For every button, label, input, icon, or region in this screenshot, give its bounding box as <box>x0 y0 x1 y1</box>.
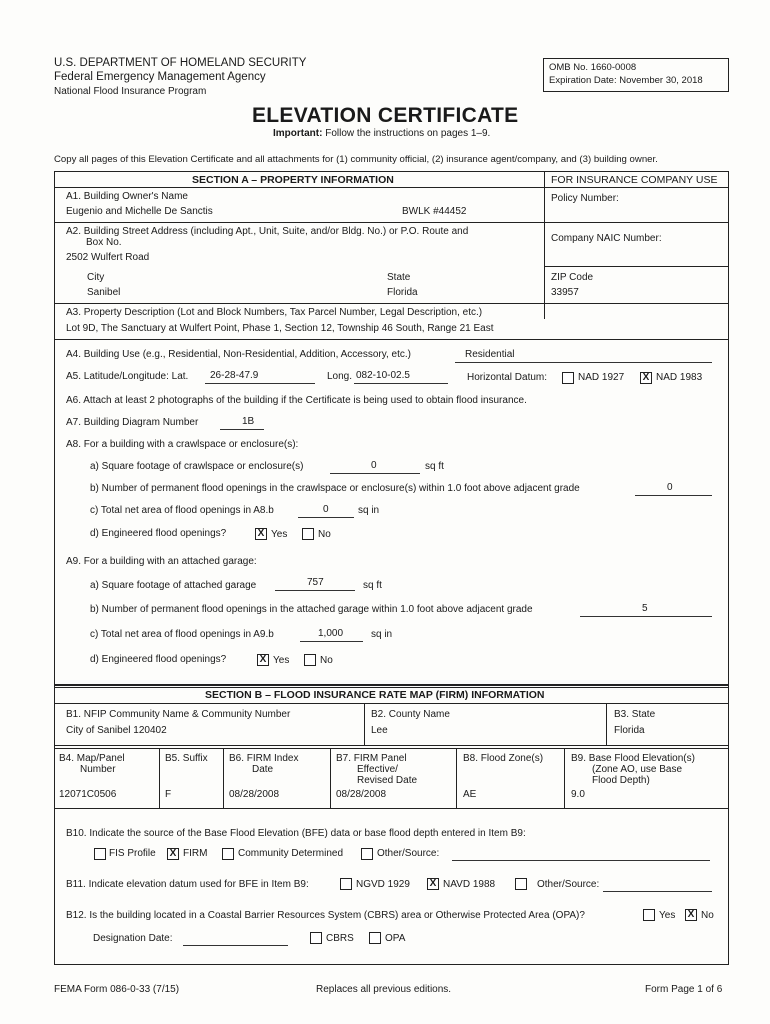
b9-label-3: Flood Depth) <box>592 775 650 786</box>
b4-label: B4. Map/Panel <box>59 753 125 764</box>
form-number: FEMA Form 086-0-33 (7/15) <box>54 984 180 995</box>
a9d-yes-label: Yes <box>273 655 290 666</box>
expiration-date: Expiration Date: November 30, 2018 <box>549 75 703 86</box>
b12-label: B12. Is the building located in a Coastal Barrier Resources System (CBRS) area or Otherwise Protected Area (OPA)? <box>66 910 585 921</box>
a9c-label: c) Total net area of flood openings in A9.b <box>90 629 274 640</box>
b3-value[interactable]: Florida <box>614 725 645 736</box>
dept-name: U.S. DEPARTMENT OF HOMELAND SECURITY <box>54 57 307 69</box>
b5-label: B5. Suffix <box>165 753 208 764</box>
a8c-value[interactable]: 0 <box>323 504 329 515</box>
nad1927-checkbox[interactable] <box>562 372 574 384</box>
b11-ngvd-label: NGVD 1929 <box>356 879 410 890</box>
a8d-label: d) Engineered flood openings? <box>90 528 227 539</box>
a2-label-2: Box No. <box>86 237 122 248</box>
b4-label-2: Number <box>80 764 116 775</box>
a1-label: A1. Building Owner's Name <box>66 191 188 202</box>
a9a-unit: sq ft <box>363 580 382 591</box>
nad1983-checkbox[interactable]: X <box>640 372 652 384</box>
a8a-unit: sq ft <box>425 461 444 472</box>
b11-navd-checkbox[interactable]: X <box>427 878 439 890</box>
b10-firm-label: FIRM <box>183 848 208 859</box>
b10-label: B10. Indicate the source of the Base Flood Elevation (BFE) data or base flood depth entered in Item B9: <box>66 828 526 839</box>
section-a-title: SECTION A – PROPERTY INFORMATION <box>192 174 394 186</box>
zip-label: ZIP Code <box>551 272 594 283</box>
a9d-yes-checkbox[interactable]: X <box>257 654 269 666</box>
form-title: ELEVATION CERTIFICATE <box>252 104 519 127</box>
a6-label: A6. Attach at least 2 photographs of the building if the Certificate is being used to obtain flood insurance. <box>66 395 527 406</box>
state-label: State <box>387 272 411 283</box>
nad1983-label: NAD 1983 <box>656 372 703 383</box>
b8-label: B8. Flood Zone(s) <box>463 753 544 764</box>
a5-long-label: Long. <box>327 371 353 382</box>
replaces-note: Replaces all previous editions. <box>316 984 452 995</box>
a8d-yes-label: Yes <box>271 529 288 540</box>
b11-other-checkbox[interactable] <box>515 878 527 890</box>
b11-other-label: Other/Source: <box>537 879 600 890</box>
a7-value[interactable]: 1B <box>242 416 255 427</box>
b2-label: B2. County Name <box>371 709 450 720</box>
b10-fis-checkbox[interactable] <box>94 848 106 860</box>
b11-ngvd-checkbox[interactable] <box>340 878 352 890</box>
b12-yes-checkbox[interactable] <box>643 909 655 921</box>
a3-value[interactable]: Lot 9D, The Sanctuary at Wulfert Point, Phase 1, Section 12, Township 46 South, Range 21 East <box>66 323 494 334</box>
a9a-value[interactable]: 757 <box>307 577 324 588</box>
b10-other-field[interactable] <box>452 860 710 861</box>
a8a-label: a) Square footage of crawlspace or enclosure(s) <box>90 461 304 472</box>
b10-fis-label: FIS Profile <box>109 848 156 859</box>
b12-no-checkbox[interactable]: X <box>685 909 697 921</box>
b7-label: B7. FIRM Panel <box>336 753 407 764</box>
page-number: Form Page 1 of 6 <box>645 984 723 995</box>
a2-label: A2. Building Street Address (including Apt., Unit, Suite, and/or Bldg. No.) or P.O. Route and <box>66 226 469 237</box>
a8b-label: b) Number of permanent flood openings in the crawlspace or enclosure(s) within 1.0 foot above adjacent grade <box>90 483 580 494</box>
b10-other-checkbox[interactable] <box>361 848 373 860</box>
a9c-unit: sq in <box>371 629 393 640</box>
a9a-label: a) Square footage of attached garage <box>90 580 257 591</box>
b10-community-checkbox[interactable] <box>222 848 234 860</box>
city-value[interactable]: Sanibel <box>87 287 121 298</box>
b6-value[interactable]: 08/28/2008 <box>229 789 280 800</box>
a8d-no-checkbox[interactable] <box>302 528 314 540</box>
opa-label: OPA <box>385 933 406 944</box>
b7-label-2: Effective/ <box>357 764 398 775</box>
a9b-label: b) Number of permanent flood openings in the attached garage within 1.0 foot above adjacent grade <box>90 604 533 615</box>
omb-number: OMB No. 1660-0008 <box>549 62 637 73</box>
important-text: Follow the instructions on pages 1–9. <box>325 128 491 139</box>
zip-value[interactable]: 33957 <box>551 287 579 298</box>
a9d-label: d) Engineered flood openings? <box>90 654 227 665</box>
a5-label: A5. Latitude/Longitude: Lat. <box>66 371 189 382</box>
b10-other-label: Other/Source: <box>377 848 440 859</box>
a8c-label: c) Total net area of flood openings in A8.b <box>90 505 274 516</box>
a9b-value[interactable]: 5 <box>642 603 648 614</box>
a9d-no-label: No <box>320 655 333 666</box>
a3-label: A3. Property Description (Lot and Block Numbers, Tax Parcel Number, Legal Description, etc.) <box>66 307 483 318</box>
a8b-value[interactable]: 0 <box>667 482 673 493</box>
b5-value[interactable]: F <box>165 789 172 800</box>
b11-navd-label: NAVD 1988 <box>443 879 496 890</box>
a7-label: A7. Building Diagram Number <box>66 417 199 428</box>
b12-yes-label: Yes <box>659 910 676 921</box>
b1-value[interactable]: City of Sanibel 120402 <box>66 725 167 736</box>
a8-label: A8. For a building with a crawlspace or enclosure(s): <box>66 439 299 450</box>
b10-community-label: Community Determined <box>238 848 344 859</box>
cbrs-checkbox[interactable] <box>310 932 322 944</box>
a8a-value[interactable]: 0 <box>371 460 377 471</box>
a9d-no-checkbox[interactable] <box>304 654 316 666</box>
insurance-use-title: FOR INSURANCE COMPANY USE <box>551 174 718 186</box>
opa-checkbox[interactable] <box>369 932 381 944</box>
a8c-unit: sq in <box>358 505 380 516</box>
datum-label: Horizontal Datum: <box>467 372 548 383</box>
important-label: Important: <box>273 128 323 139</box>
a1-extra[interactable]: BWLK #44452 <box>402 206 467 217</box>
city-label: City <box>87 272 105 283</box>
nad1927-label: NAD 1927 <box>578 372 625 383</box>
b12-no-label: No <box>701 910 714 921</box>
b9-label-2: (Zone AO, use Base <box>592 764 683 775</box>
naic-label: Company NAIC Number: <box>551 233 662 244</box>
b3-label: B3. State <box>614 709 656 720</box>
a1-value[interactable]: Eugenio and Michelle De Sanctis <box>66 206 213 217</box>
designation-date-label: Designation Date: <box>93 933 173 944</box>
a2-value[interactable]: 2502 Wulfert Road <box>66 252 150 263</box>
a5-lat[interactable]: 26-28-47.9 <box>210 370 259 381</box>
a9-label: A9. For a building with an attached garage: <box>66 556 257 567</box>
b9-label: B9. Base Flood Elevation(s) <box>571 753 695 764</box>
cbrs-label: CBRS <box>326 933 354 944</box>
b11-other-field[interactable] <box>603 891 712 892</box>
b1-label: B1. NFIP Community Name & Community Number <box>66 709 291 720</box>
a9c-value[interactable]: 1,000 <box>318 628 344 639</box>
b2-value[interactable]: Lee <box>371 725 388 736</box>
program-name: National Flood Insurance Program <box>54 86 207 97</box>
policy-number-label: Policy Number: <box>551 193 619 204</box>
a4-label: A4. Building Use (e.g., Residential, Non-Residential, Addition, Accessory, etc.) <box>66 349 411 360</box>
state-value[interactable]: Florida <box>387 287 418 298</box>
b4-value[interactable]: 12071C0506 <box>59 789 117 800</box>
b10-firm-checkbox[interactable]: X <box>167 848 179 860</box>
a4-value[interactable]: Residential <box>465 349 515 360</box>
b8-value[interactable]: AE <box>463 789 477 800</box>
a5-long[interactable]: 082-10-02.5 <box>356 370 410 381</box>
b7-value[interactable]: 08/28/2008 <box>336 789 387 800</box>
b9-value[interactable]: 9.0 <box>571 789 585 800</box>
designation-date-field[interactable] <box>183 945 288 946</box>
b11-label: B11. Indicate elevation datum used for BFE in Item B9: <box>66 879 309 890</box>
agency-name: Federal Emergency Management Agency <box>54 71 266 83</box>
section-b-title: SECTION B – FLOOD INSURANCE RATE MAP (FIRM) INFORMATION <box>205 689 545 701</box>
b6-label-2: Date <box>252 764 274 775</box>
b7-label-3: Revised Date <box>357 775 418 786</box>
copy-note: Copy all pages of this Elevation Certificate and all attachments for (1) community official, (2) insurance agent/company, and (3) building owner. <box>54 154 658 165</box>
b6-label: B6. FIRM Index <box>229 753 299 764</box>
a8d-no-label: No <box>318 529 331 540</box>
important-note <box>273 128 490 139</box>
a8d-yes-checkbox[interactable]: X <box>255 528 267 540</box>
